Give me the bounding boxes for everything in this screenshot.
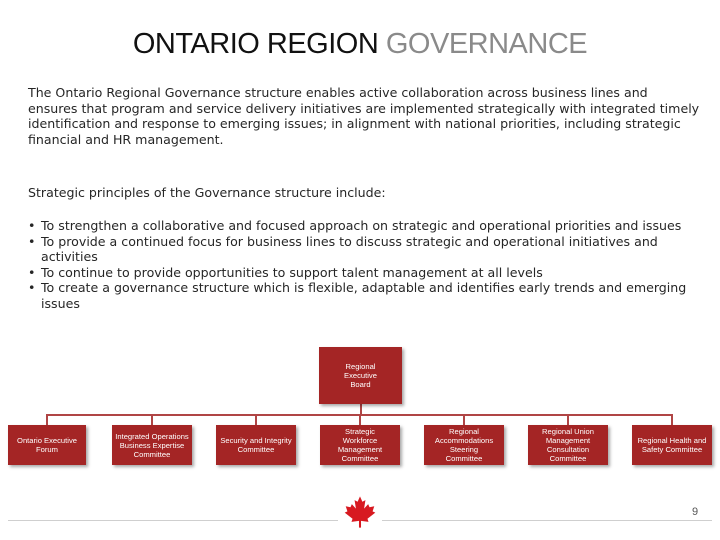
org-box-regional-executive-board: Regional Executive Board — [319, 347, 402, 404]
child-connector — [463, 414, 465, 425]
org-box-security-integrity: Security and Integrity Committee — [216, 425, 296, 465]
org-box-regional-union-management: Regional Union Management Consultation Committee — [528, 425, 608, 465]
org-box-regional-accommodations: Regional Accommodations Steering Committee — [424, 425, 504, 465]
footer-rule-right — [382, 520, 712, 521]
child-connector — [359, 414, 361, 425]
maple-leaf-icon — [343, 495, 377, 529]
page-number: 9 — [691, 506, 699, 518]
principle-item: • To create a governance structure which is flexible, adaptable and identifies early trends and emerging issues — [28, 280, 693, 311]
child-connector — [46, 414, 48, 425]
org-box-strategic-workforce: Strategic Workforce Management Committee — [320, 425, 400, 465]
principles-heading: Strategic principles of the Governance structure include: — [28, 185, 386, 200]
footer-rule-left — [8, 520, 338, 521]
org-box-integrated-operations: Integrated Operations Business Expertise Committee — [112, 425, 192, 465]
child-connector — [255, 414, 257, 425]
child-connector — [671, 414, 673, 425]
principle-item: • To continue to provide opportunities to support talent management at all levels — [28, 265, 693, 281]
intro-paragraph: The Ontario Regional Governance structure enables active collaboration across business lines and ensures that program and service delivery initiatives are implemented strategically with integrated timely identification and response to emerging issues; in alignment with national priorities, including strategic financial and HR management. — [28, 85, 700, 147]
org-box-regional-health-safety: Regional Health and Safety Committee — [632, 425, 712, 465]
org-box-ontario-executive-forum: Ontario Executive Forum — [8, 425, 86, 465]
child-connector — [151, 414, 153, 425]
title-part-governance: GOVERNANCE — [385, 28, 588, 60]
principle-item: • To provide a continued focus for business lines to discuss strategic and operational initiatives and activities — [28, 234, 693, 265]
principle-item: • To strengthen a collaborative and focused approach on strategic and operational priorities and issues — [28, 218, 693, 234]
title-part-region: ONTARIO REGION — [132, 28, 379, 60]
child-connector — [567, 414, 569, 425]
